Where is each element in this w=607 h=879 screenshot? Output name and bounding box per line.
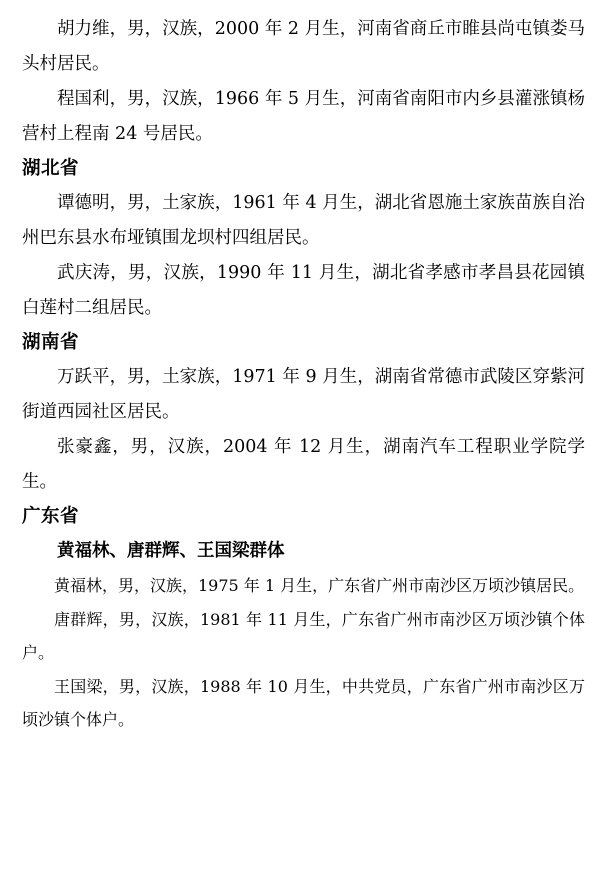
section-heading-hunan: 湖南省 xyxy=(22,332,80,353)
section-heading-guangdong: 广东省 xyxy=(22,506,80,527)
paragraph-hu-liwei: 胡力维，男，汉族，2000 年 2 月生，河南省商丘市睢县尚屯镇娄马头村居民。 xyxy=(22,19,585,74)
paragraph-wu-qingtao: 武庆涛，男，汉族，1990 年 11 月生，湖北省孝感市孝昌县花园镇白莲村二组居民。 xyxy=(22,263,585,318)
paragraph-huang-fulin: 黄福林，男，汉族，1975 年 1 月生，广东省广州市南沙区万顷沙镇居民。 xyxy=(54,576,585,595)
paragraph-cheng-guoli: 程国利，男，汉族，1966 年 5 月生，河南省南阳市内乡县灌涨镇杨营村上程南 24 号居民。 xyxy=(22,89,585,144)
group-subheading: 黄福林、唐群辉、王国梁群体 xyxy=(57,541,285,561)
paragraph-zhang-haoxin: 张豪鑫，男，汉族，2004 年 12 月生，湖南汽车工程职业学院学生。 xyxy=(22,437,585,492)
paragraph-tan-deming: 谭德明，男，土家族，1961 年 4 月生，湖北省恩施土家族苗族自治州巴东县水布垭镇围龙坝村四组居民。 xyxy=(22,193,585,248)
paragraph-tang-qunhui: 唐群辉，男，汉族，1981 年 11 月生，广东省广州市南沙区万顷沙镇个体户。 xyxy=(22,609,585,662)
paragraph-wang-guoliang: 王国梁，男，汉族，1988 年 10 月生，中共党员，广东省广州市南沙区万顷沙镇个体户。 xyxy=(22,676,585,729)
paragraph-wan-yueping: 万跃平，男，土家族，1971 年 9 月生，湖南省常德市武陵区穿紫河街道西园社区居民。 xyxy=(22,367,585,422)
section-heading-hubei: 湖北省 xyxy=(22,158,80,179)
